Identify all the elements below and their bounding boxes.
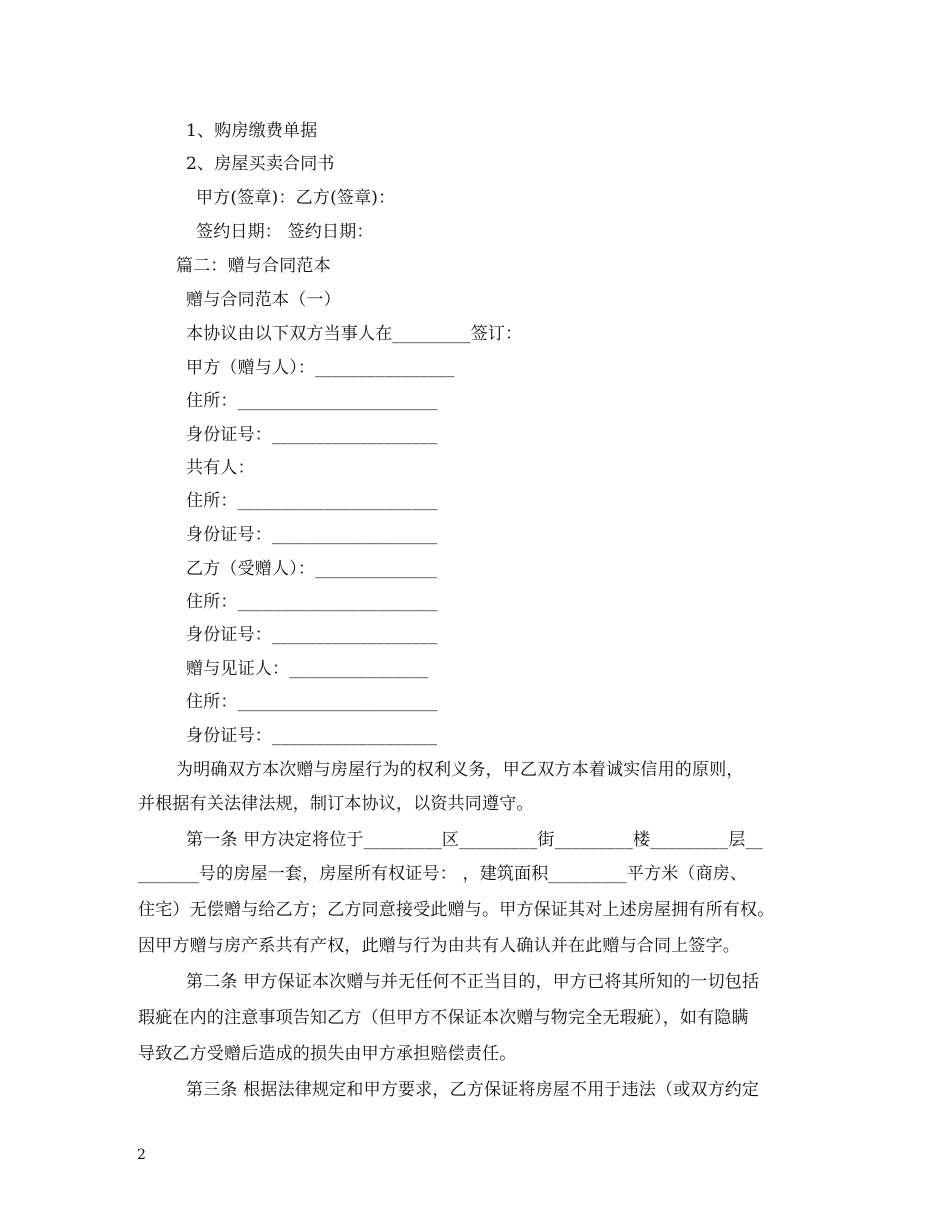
article-2-line-1: 第二条 甲方保证本次赠与并无任何不正当目的，甲方已将其所知的一切包括 — [186, 972, 760, 992]
agreement-intro: 本协议由以下双方当事人在_________签订： — [186, 324, 523, 344]
preamble-line-2: 并根据有关法律法规，制订本协议，以资共同遵守。 — [138, 794, 534, 814]
witness-field: 赠与见证人：________________ — [186, 659, 429, 679]
article-2-line-3: 导致乙方受赠后造成的损失由甲方承担赔偿责任。 — [138, 1044, 517, 1064]
preamble-line-1: 为明确双方本次赠与房屋行为的权利义务，甲乙双方本着诚实信用的原则， — [176, 760, 744, 780]
donee-id-field: 身份证号：___________________ — [186, 625, 438, 645]
co-owner-address-field: 住所：_______________________ — [186, 491, 438, 511]
donor-address-field: 住所：_______________________ — [186, 391, 438, 411]
article-1-line-3: 住宅）无偿赠与给乙方；乙方同意接受此赠与。甲方保证其对上述房屋拥有所有权。 — [138, 900, 775, 920]
section-heading: 篇二：赠与合同范本 — [176, 256, 331, 276]
contract-title: 赠与合同范本（一） — [186, 290, 341, 310]
donee-address-field: 住所：_______________________ — [186, 592, 438, 612]
article-3-line-1: 第三条 根据法律规定和甲方要求，乙方保证将房屋不用于违法（或双方约定 — [186, 1080, 760, 1100]
attachment-item-2: 2、房屋买卖合同书 — [186, 154, 335, 174]
signature-line: 甲方(签章)：乙方(签章)： — [196, 188, 396, 208]
attachment-item-1: 1、购房缴费单据 — [186, 121, 318, 141]
article-1-line-4: 因甲方赠与房产系共有产权，此赠与行为由共有人确认并在此赠与合同上签字。 — [138, 936, 740, 956]
donor-id-field: 身份证号：___________________ — [186, 425, 438, 445]
article-1-line-2: _______号的房屋一套，房屋所有权证号： ，建筑面积_________平方米（商房、 — [138, 864, 748, 884]
witness-address-field: 住所：_______________________ — [186, 692, 438, 712]
article-2-line-2: 瑕疵在内的注意事项告知乙方（但甲方不保证本次赠与物完全无瑕疵），如有隐瞒 — [138, 1008, 749, 1028]
article-1-line-1: 第一条 甲方决定将位于_________区_________街_________楼_________层__ — [186, 830, 764, 850]
witness-id-field: 身份证号：___________________ — [186, 726, 438, 746]
donee-field: 乙方（受赠人）：______________ — [186, 559, 437, 579]
page-number: 2 — [137, 1147, 146, 1163]
co-owner-label: 共有人： — [186, 458, 255, 478]
co-owner-id-field: 身份证号：___________________ — [186, 525, 438, 545]
donor-field: 甲方（赠与人）：________________ — [186, 358, 455, 378]
signing-date-line: 签约日期： 签约日期： — [196, 222, 374, 242]
